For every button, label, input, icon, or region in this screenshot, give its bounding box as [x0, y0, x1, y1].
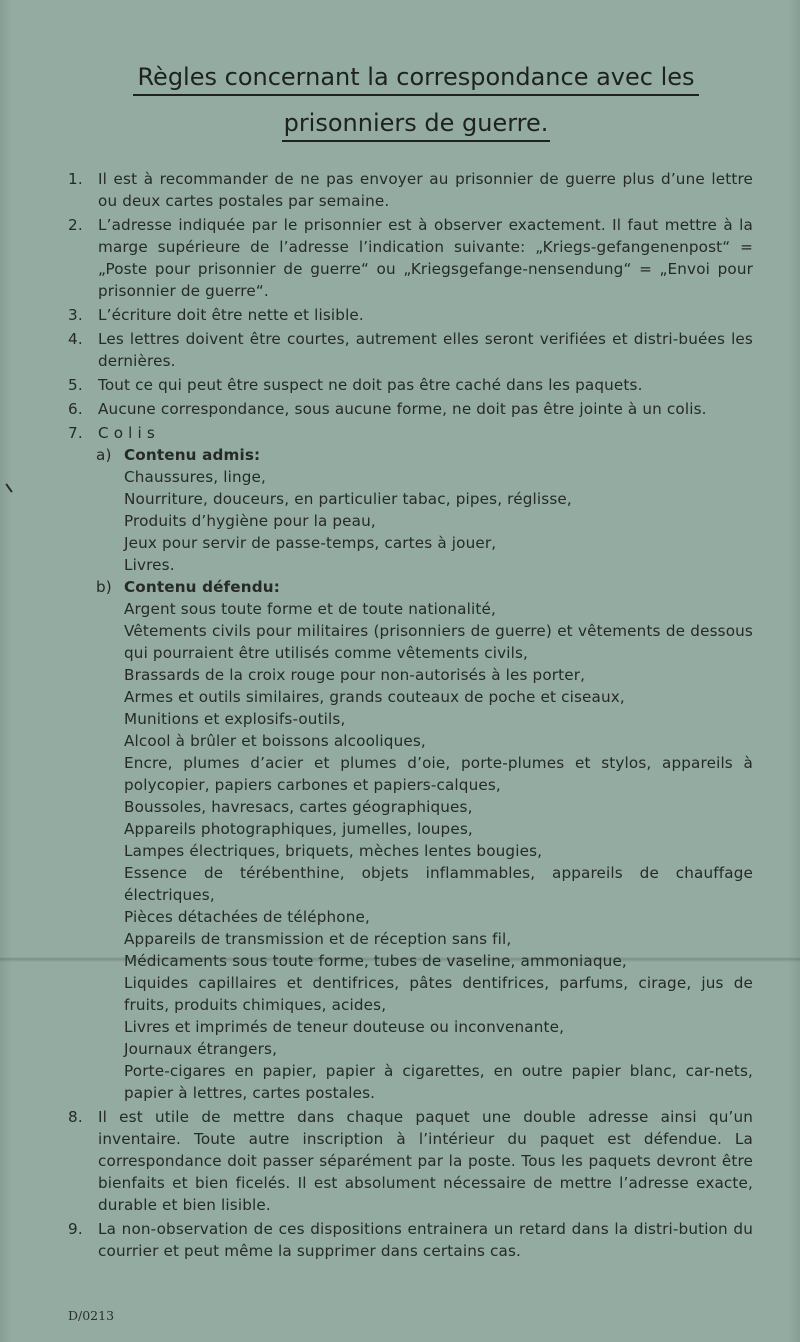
list-item: Appareils photographiques, jumelles, loupes, [124, 820, 473, 838]
rule-number: 5. [68, 376, 83, 394]
rule-text: L’écriture doit être nette et lisible. [98, 306, 364, 324]
list-item: Vêtements civils pour militaires (prisonniers de guerre) et vêtements de dessous qui pourraient être utilisés comme vêtements civils, [124, 622, 753, 662]
colis-forbidden-section [98, 576, 753, 1104]
rule-text: Il est utile de mettre dans chaque paquet une double adresse ainsi qu’un inventaire. Toute autre inscription à l’intérieur du paquet est défendue. La correspondance doit passer séparément par la poste. Tous les paquets devront être bienfaits et bien ficelés. Il est absolument nécessaire de mettre l’adresse exacte, durable et bien lisible. [98, 1108, 753, 1214]
rule-item [68, 374, 753, 396]
rule-item [68, 304, 753, 326]
rule-text: Les lettres doivent être courtes, autrement elles seront verifiées et distri-buées les dernières. [98, 330, 753, 370]
rule-number: 9. [68, 1220, 83, 1238]
list-item: Argent sous toute forme et de toute nationalité, [124, 600, 496, 618]
allowed-heading: Contenu admis: [124, 446, 261, 464]
allowed-list [124, 466, 753, 576]
rule-number: 1. [68, 170, 83, 188]
title-line-2: prisonniers de guerre. [282, 109, 551, 142]
sub-letter: b) [96, 578, 112, 596]
rule-item [68, 168, 753, 212]
list-item: Armes et outils similaires, grands couteaux de poche et ciseaux, [124, 688, 625, 706]
margin-mark [5, 483, 12, 492]
rule-text: C o l i s [98, 424, 155, 442]
list-item: Lampes électriques, briquets, mèches lentes bougies, [124, 842, 543, 860]
rule-number: 2. [68, 216, 83, 234]
rule-text: La non-observation de ces dispositions entrainera un retard dans la distri-bution du courrier et peut même la supprimer dans certains cas. [98, 1220, 753, 1260]
list-item: Appareils de transmission et de réception sans fil, [124, 930, 512, 948]
rule-text: Il est à recommander de ne pas envoyer au prisonnier de guerre plus d’une lettre ou deux cartes postales par semaine. [98, 170, 753, 210]
rule-item [68, 1106, 753, 1216]
list-item: Pièces détachées de téléphone, [124, 908, 371, 926]
list-item: Journaux étrangers, [124, 1040, 278, 1058]
list-item: Produits d’hygiène pour la peau, [124, 512, 376, 530]
document-reference: D/0213 [68, 1308, 115, 1323]
forbidden-heading: Contenu défendu: [124, 578, 280, 596]
rule-item [68, 1218, 753, 1262]
list-item: Alcool à brûler et boissons alcooliques, [124, 732, 426, 750]
rule-item [68, 214, 753, 302]
rules-list [68, 168, 753, 1264]
list-item: Brassards de la croix rouge pour non-autorisés à les porter, [124, 666, 586, 684]
list-item: Boussoles, havresacs, cartes géographiques, [124, 798, 473, 816]
rule-number: 8. [68, 1108, 83, 1126]
rule-text: L’adresse indiquée par le prisonnier est à observer exactement. Il faut mettre à la marge supérieure de l’adresse l’indication suivante: „Kriegs-gefangenenpost“ = „Poste pour prisonnier de guerre“ ou „Kriegsgefange-nensendung“ = „Envoi pour prisonnier de guerre“. [98, 216, 753, 300]
rule-number: 7. [68, 424, 83, 442]
document-title [92, 54, 740, 146]
rule-text: Tout ce qui peut être suspect ne doit pas être caché dans les paquets. [98, 376, 643, 394]
list-item: Nourriture, douceurs, en particulier tabac, pipes, réglisse, [124, 490, 572, 508]
list-item: Encre, plumes d’acier et plumes d’oie, porte-plumes et stylos, appareils à polycopier, papiers carbones et papiers-calques, [124, 754, 753, 794]
rule-item [68, 398, 753, 420]
rule-item [68, 422, 753, 1104]
colis-allowed-section [98, 444, 753, 576]
sub-letter: a) [96, 446, 112, 464]
list-item: Médicaments sous toute forme, tubes de vaseline, ammoniaque, [124, 952, 627, 970]
forbidden-list [124, 598, 753, 1104]
list-item: Essence de térébenthine, objets inflammables, appareils de chauffage électriques, [124, 864, 753, 904]
rule-item [68, 328, 753, 372]
list-item: Livres et imprimés de teneur douteuse ou inconvenante, [124, 1018, 565, 1036]
rule-number: 4. [68, 330, 83, 348]
list-item: Jeux pour servir de passe-temps, cartes à jouer, [124, 534, 497, 552]
rule-text: Aucune correspondance, sous aucune forme, ne doit pas être jointe à un colis. [98, 400, 707, 418]
title-line-1: Règles concernant la correspondance avec les [133, 63, 698, 96]
rule-number: 6. [68, 400, 83, 418]
list-item: Chaussures, linge, [124, 468, 267, 486]
list-item: Porte-cigares en papier, papier à cigarettes, en outre papier blanc, car-nets, papier à lettres, cartes postales. [124, 1062, 753, 1102]
list-item: Munitions et explosifs-outils, [124, 710, 346, 728]
list-item: Livres. [124, 556, 175, 574]
rule-number: 3. [68, 306, 83, 324]
list-item: Liquides capillaires et dentifrices, pâtes dentifrices, parfums, cirage, jus de fruits, produits chimiques, acides, [124, 974, 753, 1014]
